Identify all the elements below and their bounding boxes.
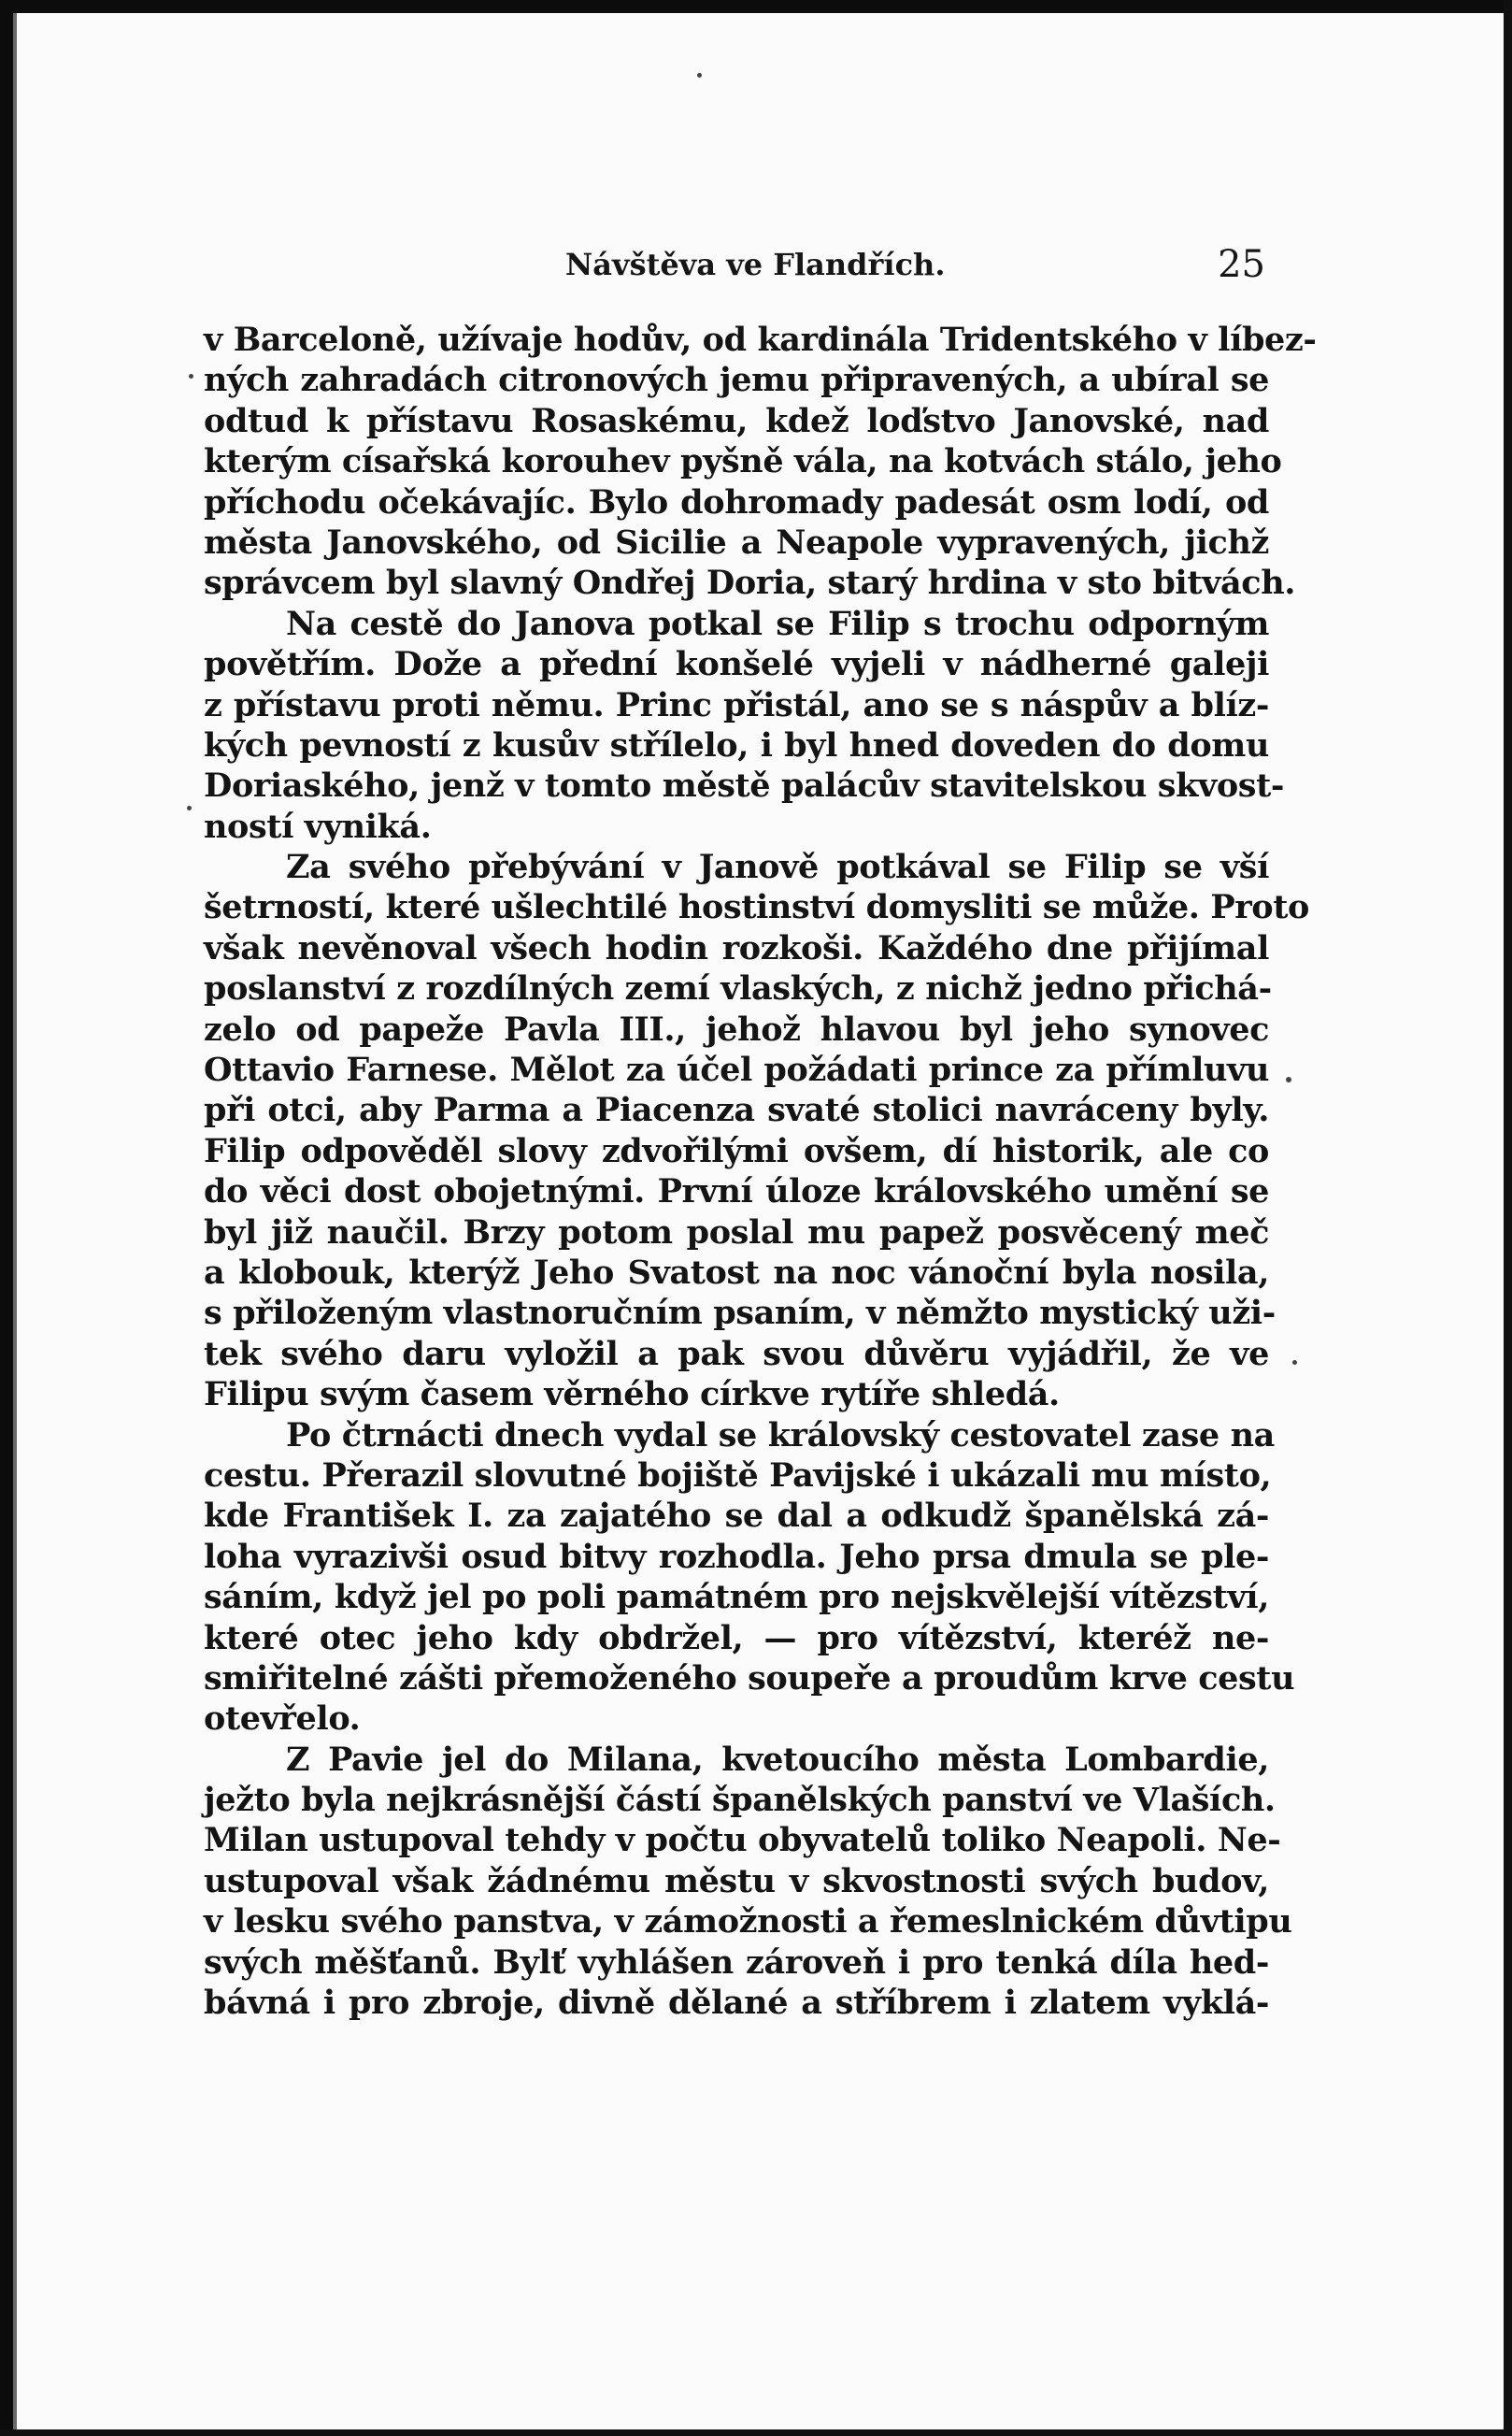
scan-speck	[1292, 1360, 1297, 1365]
gutter-line	[13, 13, 17, 2429]
text-line: do věci dost obojetnými. První úloze královského umění se	[204, 1172, 1269, 1211]
text-line: sáním, když jel po poli památném pro nejskvělejší vítězství,	[204, 1578, 1269, 1617]
scan-border-left	[0, 0, 13, 2436]
text-line: správcem byl slavný Ondřej Doria, starý hrdina v sto bitvách.	[204, 564, 1296, 603]
scan-speck	[189, 374, 193, 379]
text-line: ustupoval však žádnému městu v skvostnosti svých budov,	[204, 1861, 1269, 1900]
page-header	[207, 239, 1271, 286]
text-line: kterým císařská korouhev pyšně vála, na kotvách stálo, jeho	[204, 442, 1282, 481]
text-line: Milan ustupoval tehdy v počtu obyvatelů toliko Neapoli. Ne-	[204, 1821, 1281, 1860]
text-line: poslanství z rozdílných zemí vlaských, z nichž jedno přichá-	[204, 969, 1272, 1009]
text-line: svých měšťanů. Bylť vyhlášen zároveň i pro tenká díla hed-	[204, 1942, 1269, 1982]
text-line: cestu. Přerazil slovutné bojiště Pavijské i ukázali mu místo,	[204, 1455, 1272, 1495]
text-line: které otec jeho kdy obdržel, — pro vítězství, kteréž ne-	[204, 1618, 1269, 1657]
text-line: a klobouk, kterýž Jeho Svatost na noc vánoční byla nosila,	[204, 1253, 1269, 1292]
text-line: kých pevností z kusův střílelo, i byl hned doveden do domu	[204, 725, 1269, 765]
text-line: příchodu očekávajíc. Bylo dohromady padesát osm lodí, od	[204, 482, 1269, 522]
running-title: Návštěva ve Flandřích.	[565, 247, 946, 282]
text-line: města Janovského, od Sicilie a Neapole vypravených, jichž	[204, 523, 1269, 562]
text-line: Doriaského, jenž v tomto městě palácův stavitelskou skvost-	[204, 767, 1285, 806]
text-line: z přístavu proti němu. Princ přistál, ano se s náspův a blíz-	[204, 685, 1269, 724]
text-line: Ottavio Farnese. Mělot za účel požádati prince za přímluvu	[204, 1051, 1269, 1090]
text-line: Na cestě do Janova potkal se Filip s trochu odporným	[286, 604, 1269, 643]
text-line: loha vyrazivši osud bitvy rozhodla. Jeho prsa dmula se ple-	[204, 1537, 1269, 1576]
text-line: při otci, aby Parma a Piacenza svaté stolici navráceny byly.	[204, 1091, 1269, 1130]
text-line: smiřitelné zášti přemoženého soupeře a proudům krve cestu	[204, 1658, 1295, 1698]
text-line: v Barceloně, užívaje hodův, od kardinála Tridentského v líbez-	[204, 321, 1317, 359]
text-line: byl již naučil. Brzy potom poslal mu papež posvěcený meč	[204, 1212, 1269, 1252]
text-line: ježto byla nejkrásnější částí španělských panství ve Vlaších.	[204, 1781, 1276, 1820]
scan-border-bottom	[0, 2429, 1512, 2436]
text-line: ností vyniká.	[204, 807, 432, 846]
body-text	[204, 320, 1317, 2023]
scan-speck	[697, 73, 702, 78]
text-line: Z Pavie jel do Milana, kvetoucího města Lombardie,	[286, 1740, 1269, 1779]
text-line: povětřím. Dože a přední konšelé vyjeli v nádherné galeji	[204, 645, 1269, 684]
text-line: v lesku svého panstva, v zámožnosti a řemeslnickém důvtipu	[204, 1902, 1292, 1942]
text-line: zelo od papeže Pavla III., jehož hlavou byl jeho synovec	[204, 1010, 1269, 1049]
scan-speck	[187, 806, 192, 810]
scan-speck	[1286, 1077, 1291, 1082]
scan-border-right	[1504, 0, 1512, 2436]
text-line: otevřelo.	[204, 1699, 361, 1739]
text-line: odtud k přístavu Rosaskému, kdež loďstvo Janovské, nad	[204, 401, 1269, 440]
text-line: Za svého přebývání v Janově potkával se Filip se vší	[286, 848, 1269, 887]
text-line: s přiloženým vlastnoručním psaním, v němžto mystický uži-	[204, 1294, 1276, 1333]
text-line: šetrností, které ušlechtilé hostinství domysliti se může. Proto	[204, 888, 1309, 927]
text-line: tek svého daru vyložil a pak svou důvěru vyjádřil, že ve	[204, 1334, 1269, 1373]
scan-border-top	[0, 0, 1512, 13]
text-line: však nevěnoval všech hodin rozkoši. Každého dne přijímal	[204, 928, 1269, 967]
text-line: Filip odpověděl slovy zdvořilými ovšem, dí historik, ale co	[204, 1131, 1269, 1170]
text-line: ných zahradách citronových jemu připravených, a ubíral se	[204, 361, 1269, 400]
text-line: bávná i pro zbroje, divně dělané a stříbrem i zlatem vyklá-	[204, 1984, 1269, 2023]
page-number: 25	[1218, 243, 1265, 286]
text-line: kde František I. za zajatého se dal a odkudž španělská zá-	[204, 1497, 1269, 1536]
text-line: Po čtrnácti dnech vydal se královský cestovatel zase na	[286, 1415, 1275, 1454]
text-line: Filipu svým časem věrného církve rytíře shledá.	[204, 1375, 1060, 1414]
